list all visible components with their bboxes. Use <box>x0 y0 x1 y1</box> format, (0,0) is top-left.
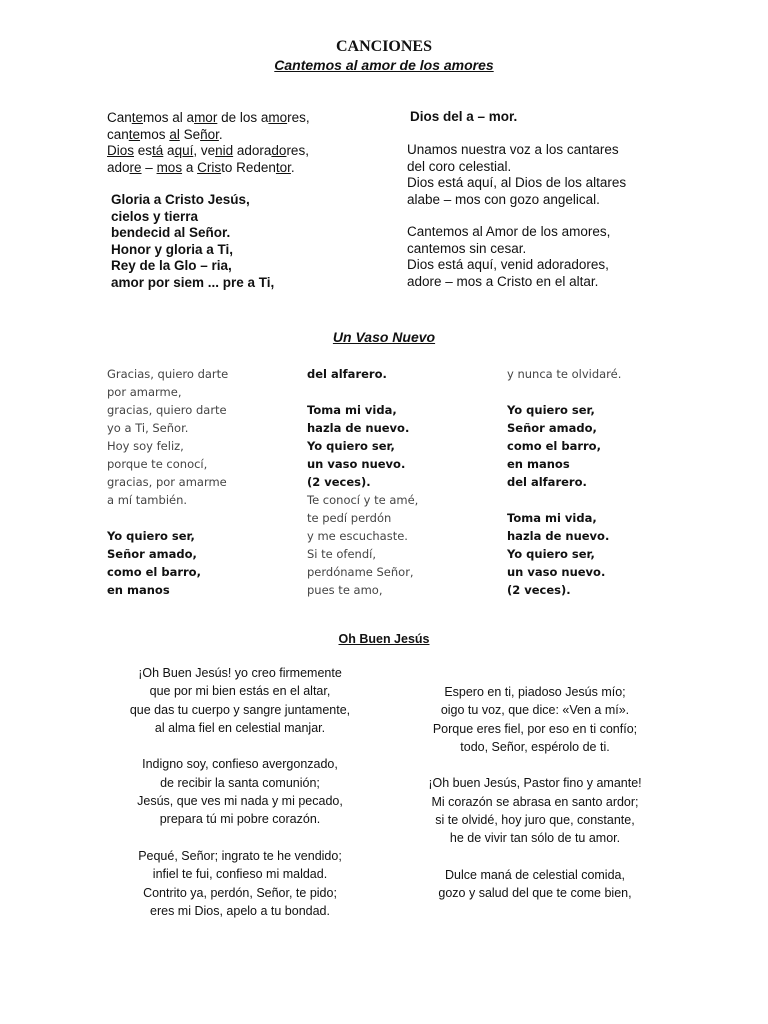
chorus-line: Toma mi vida, <box>307 403 397 417</box>
lyric-segment: mos <box>140 126 170 142</box>
lyric-segment: . <box>218 126 223 142</box>
chorus-line: (2 veces). <box>507 583 571 597</box>
lyric-line: ¡Oh Buen Jesús! yo creo firmemente <box>138 666 342 680</box>
song1-title: Cantemos al amor de los amores <box>274 57 494 73</box>
lyric-line: Dios está aquí, venid adoradores, <box>407 257 609 272</box>
song3-title: Oh Buen Jesús <box>338 632 430 646</box>
chorus-line: del alfarero. <box>307 367 387 381</box>
lyric-line: gracias, quiero darte <box>107 403 227 417</box>
lyric-line: y nunca te olvidaré. <box>507 367 622 381</box>
song2-title: Un Vaso Nuevo <box>332 329 436 345</box>
song2-column-2 <box>307 365 418 599</box>
stanza-gap <box>107 509 228 527</box>
song1-chorus <box>111 192 274 291</box>
lyric-segment: adora <box>233 143 272 158</box>
song1-verse3 <box>407 224 610 290</box>
chorus-line: Señor amado, <box>507 421 597 435</box>
song3-left-column <box>100 664 380 920</box>
lyric-line: Gracias, quiero darte <box>107 367 229 381</box>
lyric-line: Indigno soy, confieso avergonzado, <box>142 757 338 772</box>
underlined-syllable: re <box>129 159 142 175</box>
lyric-line: cantemos sin cesar. <box>407 240 527 256</box>
lyric-line <box>107 160 310 177</box>
lyric-line: gracias, por amarme <box>107 475 227 489</box>
lyric-line: Pequé, Señor; ingrato te he vendido; <box>138 848 342 863</box>
lyric-line: prepara tú mi pobre corazón. <box>159 812 321 827</box>
song3-right-column <box>390 683 680 903</box>
lyric-line: amor por siem ... pre a Ti, <box>111 274 275 290</box>
lyric-segment: ado <box>107 159 130 175</box>
underlined-syllable: Cris <box>197 159 222 175</box>
lyric-line: te pedí perdón <box>307 511 392 525</box>
lyric-line: Jesús, que ves mi nada y mi pecado, <box>137 794 343 809</box>
chorus-line: en manos <box>507 457 570 471</box>
underlined-syllable: te <box>131 110 144 125</box>
lyric-segment: . <box>290 159 295 175</box>
underlined-syllable: ñor <box>200 126 219 142</box>
lyric-line: pues te amo, <box>307 583 383 597</box>
lyric-line: Gloria a Cristo Jesús, <box>111 192 250 207</box>
lyric-line: del coro celestial. <box>407 158 512 174</box>
chorus-line: Yo quiero ser, <box>507 403 595 417</box>
lyric-line: de recibir la santa comunión; <box>160 775 320 790</box>
stanza-gap <box>100 829 380 847</box>
lyric-line: he de vivir tan sólo de tu amor. <box>449 831 621 846</box>
lyric-segment: res, <box>287 110 310 125</box>
chorus-line: Yo quiero ser, <box>507 547 595 561</box>
chorus-line: como el barro, <box>507 439 601 453</box>
chorus-line: un vaso nuevo. <box>307 457 406 471</box>
page-title: CANCIONES <box>335 38 432 55</box>
song1-chorus-end: Dios del a – mor. <box>410 109 518 124</box>
lyric-line: porque te conocí, <box>107 457 208 471</box>
chorus-line: Yo quiero ser, <box>307 439 395 453</box>
chorus-line: del alfarero. <box>507 475 587 489</box>
lyric-line: Unamos nuestra voz a los cantares <box>407 142 619 157</box>
lyric-line: y me escuchaste. <box>307 529 408 543</box>
lyric-line: Rey de la Glo – ria, <box>111 258 232 273</box>
lyric-line <box>107 110 310 127</box>
underlined-syllable: nid <box>215 143 234 158</box>
underlined-syllable: mor <box>194 110 218 125</box>
lyric-segment: mos al a <box>143 110 195 125</box>
lyric-line: Porque eres fiel, por eso en ti confío; <box>432 721 638 736</box>
chorus-line: en manos <box>107 583 170 597</box>
lyric-line <box>107 143 310 160</box>
lyric-line: si te olvidé, hoy juro que, constante, <box>435 813 635 828</box>
underlined-syllable: tor <box>275 159 291 175</box>
underlined-syllable: mo <box>268 110 288 125</box>
lyric-line: bendecid al Señor. <box>111 225 231 240</box>
lyric-segment: res, <box>286 143 309 158</box>
lyric-line: Te conocí y te amé, <box>307 493 419 507</box>
chorus-line: un vaso nuevo. <box>507 565 606 579</box>
stanza-gap <box>390 848 680 866</box>
stanza-gap <box>507 383 621 401</box>
chorus-line: (2 veces). <box>307 475 371 489</box>
lyric-segment: to Reden <box>221 159 276 175</box>
lyric-line: eres mi Dios, apelo a tu bondad. <box>150 903 330 918</box>
song1-verse2 <box>407 142 626 208</box>
lyric-line: Dulce maná de celestial comida, <box>445 867 625 882</box>
lyric-segment: a <box>163 143 175 158</box>
lyric-segment: a <box>182 159 198 175</box>
chorus-line: hazla de nuevo. <box>307 421 410 435</box>
chorus-line: como el barro, <box>107 565 201 579</box>
lyric-segment: Se <box>179 126 201 142</box>
lyric-line: adore – mos a Cristo en el altar. <box>407 273 599 289</box>
song2-column-3 <box>507 365 621 599</box>
lyric-line: cielos y tierra <box>111 208 199 224</box>
underlined-syllable: mos <box>156 159 183 175</box>
underlined-syllable: tá <box>152 143 164 158</box>
stanza-gap <box>390 756 680 774</box>
lyric-line: Mi corazón se abrasa en santo ardor; <box>431 794 639 809</box>
lyric-line: Espero en ti, piadoso Jesús mío; <box>444 685 626 699</box>
lyric-line: por amarme, <box>107 385 182 399</box>
chorus-line: Señor amado, <box>107 547 197 561</box>
underlined-syllable: do <box>271 143 287 158</box>
lyric-line: perdóname Señor, <box>307 565 414 579</box>
stanza-gap <box>100 737 380 755</box>
lyric-line: al alma fiel en celestial manjar. <box>154 720 326 735</box>
chorus-line: hazla de nuevo. <box>507 529 610 543</box>
underlined-syllable: quí <box>174 143 194 158</box>
lyric-line: ¡Oh buen Jesús, Pastor fino y amante! <box>428 776 642 791</box>
lyric-line <box>107 127 310 144</box>
underlined-syllable: Dios <box>107 143 135 158</box>
lyric-line: alabe – mos con gozo angelical. <box>407 191 600 207</box>
lyric-segment: Can <box>107 110 132 125</box>
lyric-line: que das tu cuerpo y sangre juntamente, <box>129 702 351 717</box>
lyric-segment: – <box>141 159 157 175</box>
lyric-segment: , ve <box>193 143 216 158</box>
lyric-line: infiel te fui, confieso mi maldad. <box>152 867 328 882</box>
lyric-line: todo, Señor, espérolo de ti. <box>460 739 610 754</box>
stanza-gap <box>307 383 418 401</box>
lyric-line: yo a Ti, Señor. <box>107 421 189 435</box>
song1-verse1 <box>107 110 310 176</box>
lyric-line: Si te ofendí, <box>307 547 376 561</box>
lyric-line: Honor y gloria a Ti, <box>111 241 234 257</box>
lyric-line: Contrito ya, perdón, Señor, te pido; <box>143 885 337 900</box>
lyric-line: a mí también. <box>107 493 188 507</box>
lyric-line: Cantemos al Amor de los amores, <box>407 224 611 239</box>
lyric-segment: can <box>107 126 129 142</box>
stanza-gap <box>507 491 621 509</box>
chorus-line: Yo quiero ser, <box>107 529 195 543</box>
lyric-line: oigo tu voz, que dice: «Ven a mí». <box>440 703 630 718</box>
underlined-syllable: al <box>169 126 180 142</box>
underlined-syllable: te <box>128 126 141 142</box>
lyric-line: gozo y salud del que te come bien, <box>438 886 632 901</box>
lyric-line: Dios está aquí, al Dios de los altares <box>407 175 627 190</box>
lyric-line: que por mi bien estás en el altar, <box>149 684 331 699</box>
chorus-line: Toma mi vida, <box>507 511 597 525</box>
lyric-segment: de los a <box>217 110 269 125</box>
lyric-segment: es <box>134 143 153 158</box>
song2-column-1 <box>107 365 228 599</box>
lyric-line: Hoy soy feliz, <box>107 439 184 453</box>
